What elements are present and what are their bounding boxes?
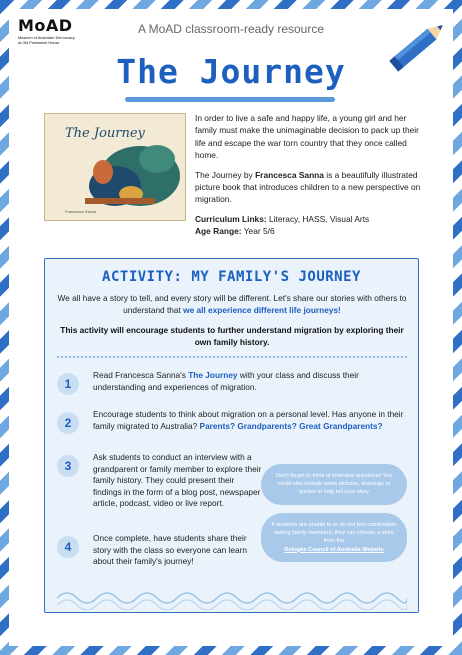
title-underline <box>125 97 335 102</box>
step-number: 1 <box>57 373 79 395</box>
age-range: Age Range: Year 5/6 <box>195 226 275 237</box>
wave-decoration <box>57 584 407 610</box>
step-text: Read Francesca Sanna's The Journey with your class and discuss their understanding and experiences of migration. <box>93 370 359 392</box>
page-title: The Journey <box>116 52 346 91</box>
intro-text <box>195 112 421 238</box>
step-text: Ask students to conduct an interview with a grandparent or family member to explore their family history. They could present their findings in the form of a blog post, newspaper article, podcast, video or live report. <box>93 452 262 509</box>
intro-paragraph-1: In order to live a safe and happy life, a young girl and her family must make the unimaginable decision to pack up their life and escape the war torn country that they once called home. <box>195 113 419 161</box>
intro-paragraph-2: The Journey by Francesca Sanna is a beautifully illustrated picture book that introduces children to a new perspective on migration. <box>195 169 421 205</box>
step-text: Encourage students to think about migration on a personal level. Has anyone in their family migrated to Australia? Parents? Grandparents? Great Grandparents? <box>93 409 404 431</box>
step-number: 4 <box>57 536 79 558</box>
logo-subtitle: Museum of Australian Democracy at Old Parliament House <box>18 36 75 45</box>
alternative-bubble: If students are unable to or do not feel comfortable asking family members, they can choose a story from the Refugee Council of Australia Website <box>261 513 407 562</box>
step-text: Once complete, have students share their story with the class so everyone can learn about their family's journey! <box>93 533 248 567</box>
tip-bubble: Don't forget to think of interview questions! You could also include some pictures, drawings or quotes to help tell your story <box>261 464 407 505</box>
activity-title: ACTIVITY: MY FAMILY'S JOURNEY <box>102 269 361 285</box>
logo-mark: MoAD <box>18 16 73 35</box>
refugee-council-link[interactable]: Refugee Council of Australia Website <box>284 546 384 553</box>
step-number: 2 <box>57 412 79 434</box>
cover-title: The Journey <box>65 126 145 141</box>
activity-goal: This activity will encourage students to further understand migration by exploring their own family history. <box>60 325 404 347</box>
resource-label: A MoAD classroom-ready resource <box>137 22 325 36</box>
step-number: 3 <box>57 455 79 477</box>
curriculum-links: Curriculum Links: Literacy, HASS, Visual Arts <box>195 213 370 224</box>
cover-author: Francesca Sanna <box>65 209 97 214</box>
activity-box <box>44 258 419 613</box>
book-cover-image <box>44 113 186 221</box>
activity-intro: We all have a story to tell, and every story will be different. Let's share our stories with others to understand that we all experience different life journeys! <box>57 293 407 315</box>
dotted-divider <box>57 356 407 358</box>
